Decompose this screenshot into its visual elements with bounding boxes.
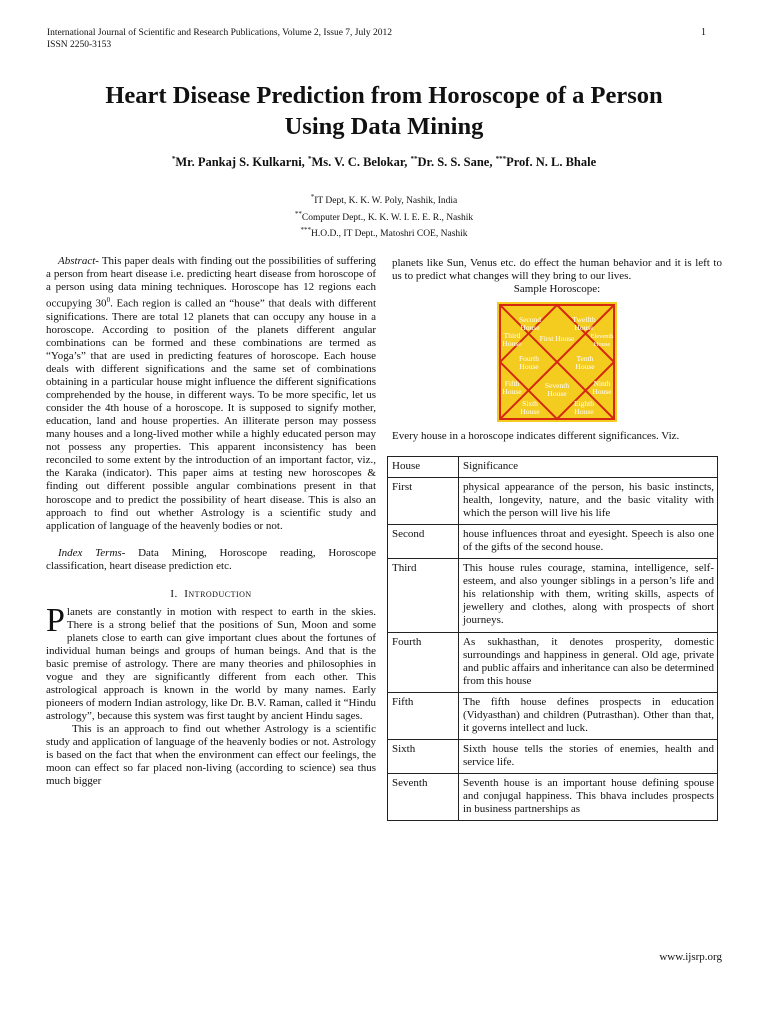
right-column — [392, 257, 722, 422]
house-label-seventh: Seventh House — [544, 381, 570, 399]
table-intro: Every house in a horoscope indicates different significances. Viz. — [392, 430, 680, 442]
house-label-eighth: Eighth House — [574, 399, 594, 417]
affiliation-3-text: H.O.D., IT Dept., Matoshri COE, Nashik — [310, 229, 468, 240]
abstract-text-b: . Each region is called an “house” that deals with different significations. There are total 12 planets that can occupy any house in a horoscope. According to position of the planets different angular combinations can be formed and these combinations are termed as “Yoga’s” that are used in predicting features of horoscope. Each house deals with different significations and the same set of combinations obtaining in a particular house might influence the different significations comprehended by the house, in different ways. To be more specific, let us consider the 4th house of a horoscope. It is supposed to signify mother, education, land and house properties. An illiterate person may possess many houses and a long-lived mother while a highly educated person may not possess any properties. This apparent inconsistency has been reconciled to some extent by the introduction of an important factor, viz., the Karaka (indicator). This paper aims at testing new horoscopes & finding out different possible angular combinations present in that horoscope and to predict the possibility of heart disease. This is also an approach to find out whether Astrology is a scientific study and application of language of the heavenly bodies or not. — [46, 297, 376, 532]
author-2-mark: * — [307, 155, 312, 163]
significance-cell: As sukhasthan, it denotes prosperity, domestic surroundings and happiness in general. Old age, private and public affairs and inheritance can also be determined from this house — [459, 632, 718, 692]
title-line-1: Heart Disease Prediction from Horoscope of a Person — [105, 82, 663, 109]
table-row — [388, 739, 718, 773]
journal-citation: International Journal of Scientific and Research Publications, Volume 2, Issue 7, July 2012 — [47, 28, 393, 38]
table-row — [388, 559, 718, 632]
section-number: I. — [170, 587, 178, 600]
table-row — [388, 525, 718, 559]
section-title-rest: ntroduction — [188, 587, 252, 600]
affiliation-1-mark: * — [310, 193, 315, 201]
author-3-name: Dr. S. S. Sane, — [417, 155, 496, 170]
table-row — [388, 632, 718, 692]
introduction-paragraph-1 — [46, 601, 376, 723]
footer-url[interactable]: www.ijsrp.org — [659, 951, 722, 963]
house-label-twelfth: Twelfth House — [572, 315, 596, 333]
table-row — [388, 692, 718, 739]
index-terms — [46, 547, 376, 573]
significance-cell: house influences throat and eyesight. Speech is also one of the gifts of the second house. — [459, 525, 718, 559]
affiliation-1-text: IT Dept, K. K. W. Poly, Nashik, India — [314, 196, 458, 207]
house-cell: Sixth — [388, 739, 459, 773]
significance-cell: Seventh house is an important house defining spouse and conjugal happiness. This bhava includes prospects in business partnerships as — [459, 773, 718, 820]
table-row — [388, 478, 718, 525]
author-list — [40, 155, 728, 170]
header-significance: Significance — [459, 457, 718, 478]
house-label-sixth: Sixth House — [520, 399, 540, 417]
author-4-name: Prof. N. L. Bhale — [506, 155, 597, 170]
continuation-paragraph: planets like Sun, Venus etc. do effect the human behavior and it is left to us to predict what changes will they bring to our lives. — [392, 257, 722, 283]
index-terms-label: Index Terms- — [58, 546, 126, 559]
house-label-fourth: Fourth House — [518, 354, 540, 372]
house-label-ninth: Ninth House — [592, 379, 612, 397]
house-cell: Second — [388, 525, 459, 559]
abstract-text-a: This paper deals with finding out the possibilities of suffering a person from heart disease i.e. predicting heart disease from horoscope of a person using data mining techniques. Horoscope has 12 regions each occupying 30 — [46, 255, 376, 310]
introduction-paragraph-2: This is an approach to find out whether Astrology is a scientific study and application of language of the heavenly bodies or not. Astrology is based on the fact that when the environment can effect our feelings, the moon can effect so far placed non-living (according to science) sea thus much bigger — [46, 723, 376, 788]
horoscope-svg — [497, 302, 617, 422]
affiliation-3-mark: *** — [300, 226, 311, 235]
affiliation-2 — [40, 208, 728, 225]
author-2-name: Ms. V. C. Belokar, — [311, 155, 411, 170]
title-line-2: Using Data Mining — [284, 113, 484, 140]
house-significance-table — [387, 456, 718, 821]
figure-caption: Sample Horoscope: — [513, 283, 601, 296]
author-4-mark: *** — [495, 155, 507, 163]
significance-cell: Sixth house tells the stories of enemies, health and service life. — [459, 739, 718, 773]
abstract — [46, 255, 376, 533]
house-label-fifth: Fifth House — [502, 379, 522, 397]
abstract-label: Abstract- — [58, 255, 99, 267]
section-title-initial: I — [184, 587, 189, 600]
house-label-third: Third House — [502, 331, 522, 349]
paper-title — [40, 80, 728, 142]
header-house: House — [388, 457, 459, 478]
house-cell: Fifth — [388, 692, 459, 739]
house-cell: First — [388, 478, 459, 525]
significance-cell: The fifth house defines prospects in education (Vidyasthan) and children (Putrasthan). Other than that, it governs intellect and luck. — [459, 692, 718, 739]
affiliations — [40, 191, 728, 241]
table-header-row — [388, 457, 718, 478]
author-3-mark: ** — [410, 155, 418, 163]
degree-superscript: 0 — [106, 296, 111, 305]
affiliation-2-text: Computer Dept., K. K. W. I. E. E. R., Nashik — [301, 212, 474, 223]
running-header — [47, 27, 392, 51]
introduction-heading — [46, 588, 376, 601]
author-1-name: Mr. Pankaj S. Kulkarni, — [175, 155, 308, 170]
table-row — [388, 773, 718, 820]
horoscope-chart — [497, 302, 617, 422]
issn: ISSN 2250-3153 — [47, 40, 112, 50]
author-1-mark: * — [171, 155, 176, 163]
house-cell: Fourth — [388, 632, 459, 692]
left-column — [46, 255, 376, 788]
house-label-second: Second House — [518, 315, 542, 333]
affiliation-3 — [40, 224, 728, 241]
house-cell: Third — [388, 559, 459, 632]
significance-cell: This house rules courage, stamina, intelligence, self-esteem, and also younger siblings in a person’s life and his relationship with them, writing skills, aspects of jewellery and clothes, along with prospects of short journeys. — [459, 559, 718, 632]
house-label-first: First House — [539, 334, 575, 344]
drop-cap: P — [46, 601, 65, 639]
affiliation-2-mark: ** — [294, 209, 302, 218]
house-cell: Seventh — [388, 773, 459, 820]
index-terms-text: Data Mining, Horoscope reading, Horoscope classification, heart disease prediction etc. — [46, 546, 377, 572]
house-label-tenth: Tenth House — [575, 354, 595, 372]
introduction-paragraph-1-text: lanets are constantly in motion with respect to earth in the skies. There is a strong belief that the positions of Sun, Moon and some planets close to earth can give important clues about the fortunes of individual human beings and groups of human beings. And that is the basic premise of astrology. There are many theories and philosophies in vogue and they are significantly different from each other. This astrological approach is known in the world by many names. Early pioneers of modern Indian astrology, like Dr. B.V. Raman, called it “Hindu astrology”, because this system was first taught by ancient Hindu sages. — [46, 605, 376, 723]
page-number: 1 — [701, 27, 706, 38]
affiliation-1 — [40, 191, 728, 208]
house-label-eleventh: Eleventh House — [590, 333, 614, 349]
significance-cell: physical appearance of the person, his basic instincts, health, longevity, nature, and the basic vitality with which the person will live his life — [459, 478, 718, 525]
